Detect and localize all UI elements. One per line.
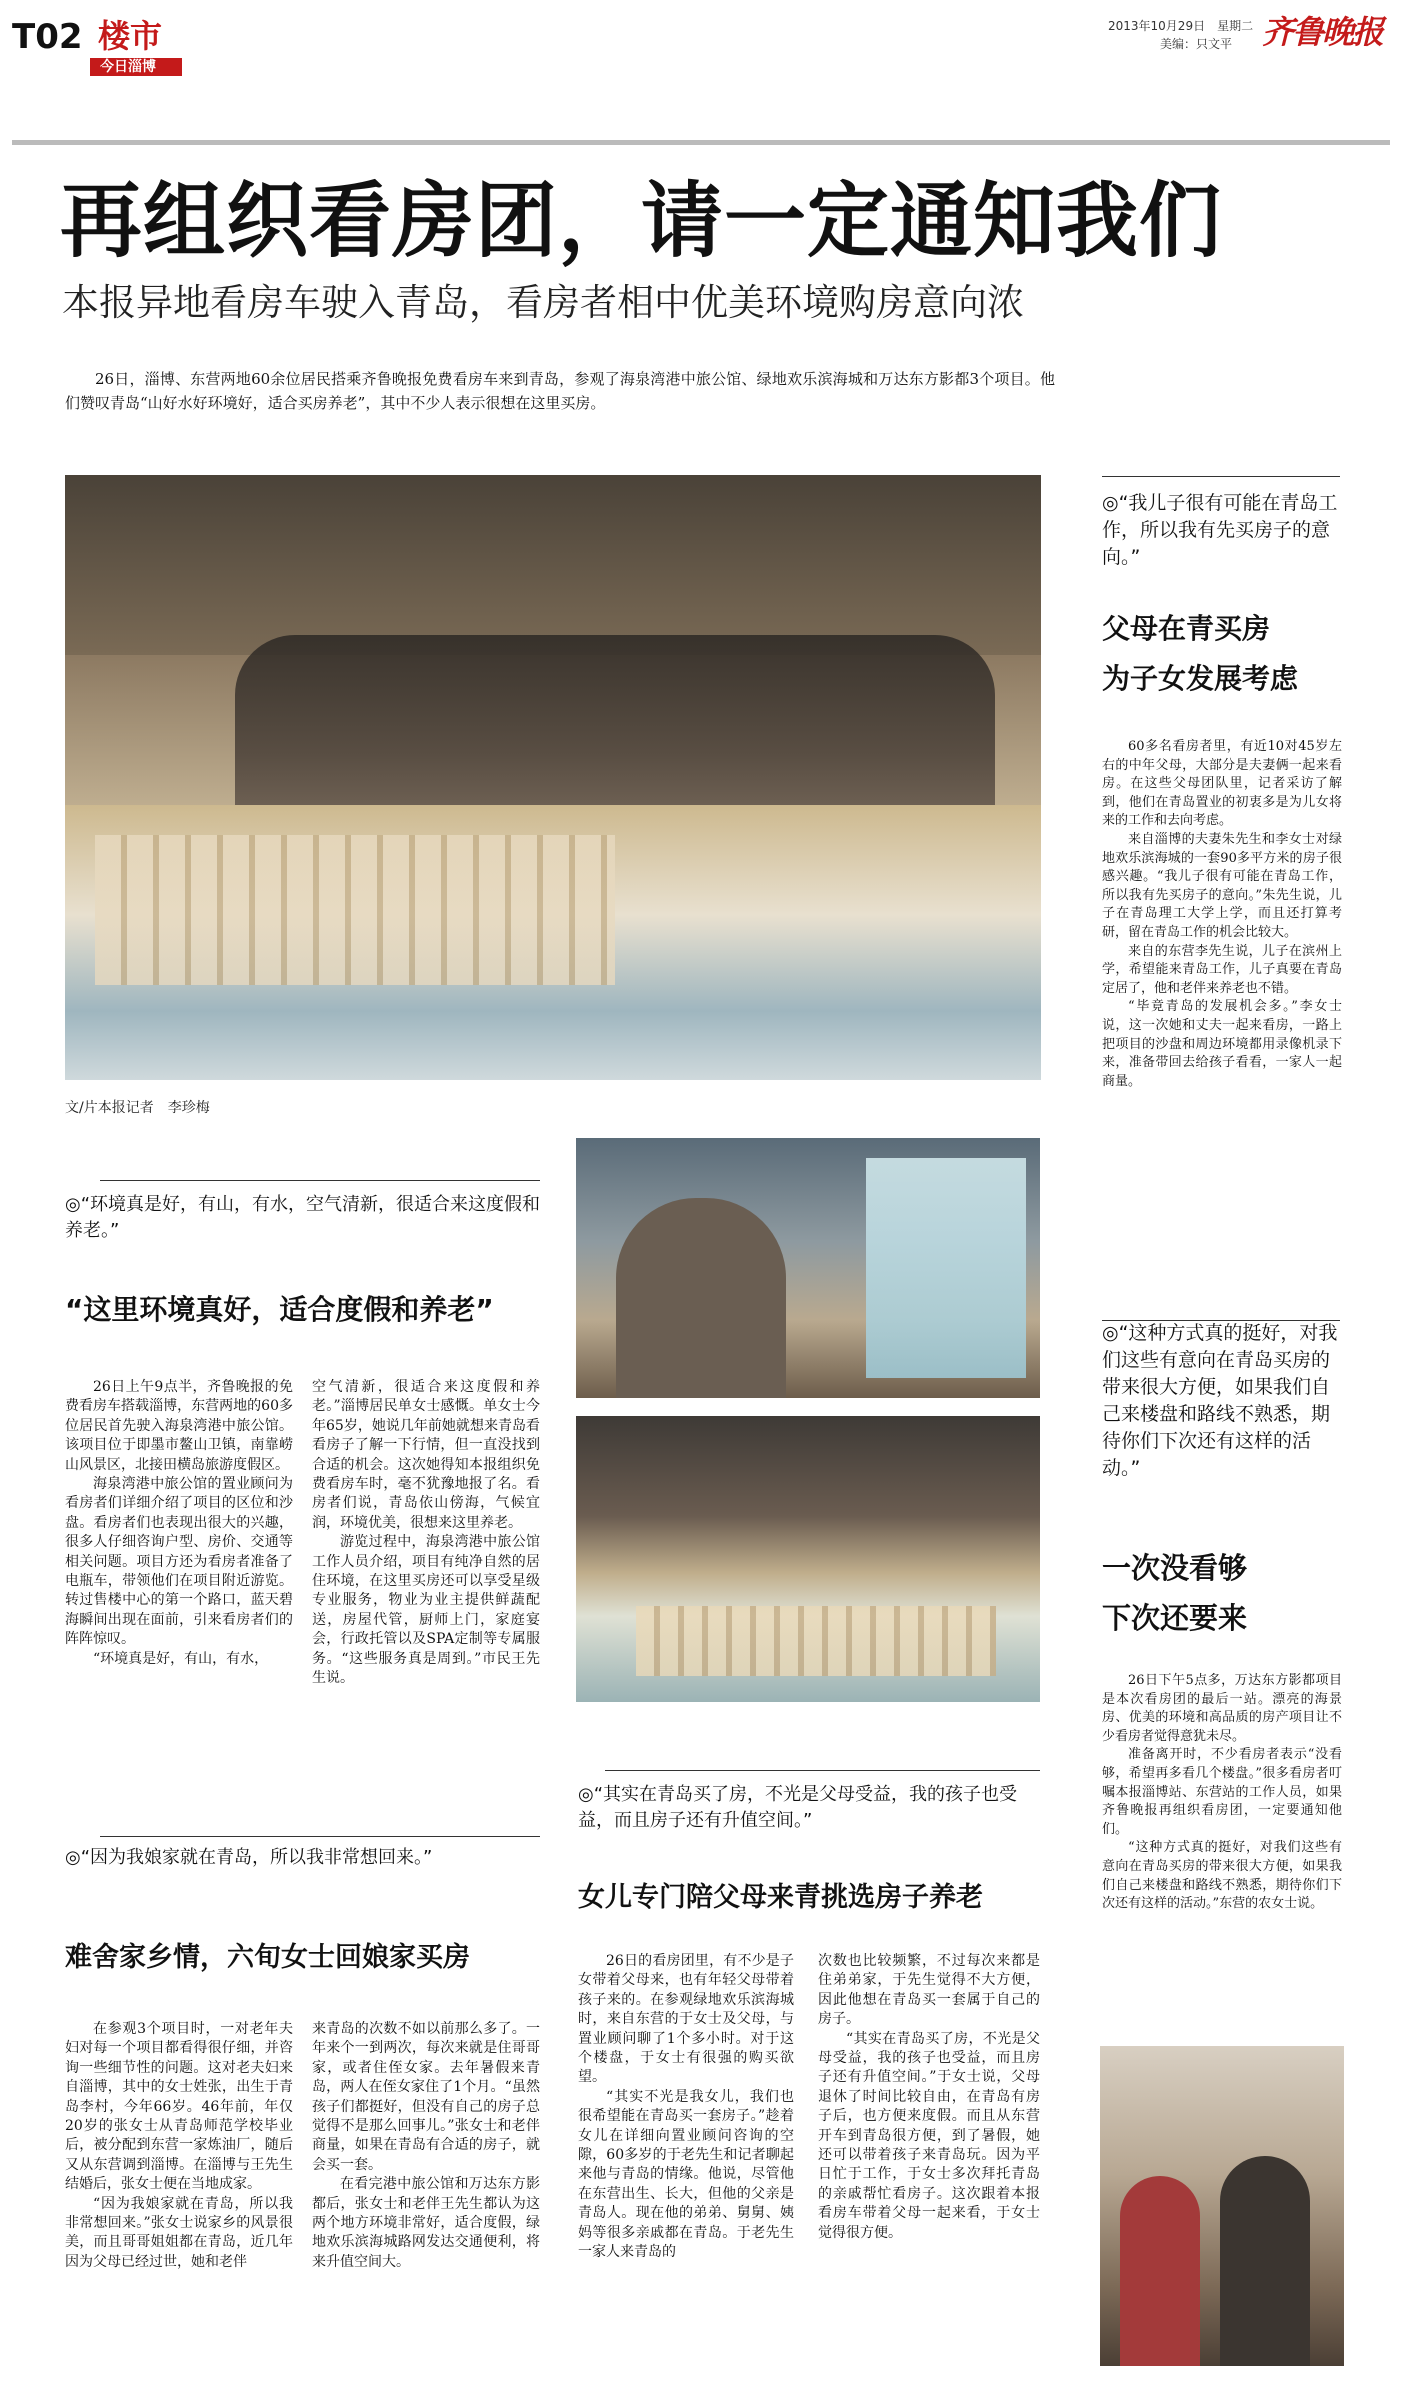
pull-quote-4: ◎“我儿子很有可能在青岛工作，所以我有先买房子的意向。”	[1102, 492, 1338, 568]
photo-consultation	[576, 1138, 1040, 1398]
article-2-col-1: 在参观3个项目时，一对老年夫妇对每一个项目都看得很仔细，并咨询一些细节性的问题。这对老夫妇来自淄博，其中的女士姓张，出生于青岛李村，今年66岁。46年前，年仅20岁的张女士从青岛师范学校毕业后，被分配到东营一家炼油厂，随后又从东营调到淄博。在淄博与王先生结婚后，张女士便在当地成家。 “因为我娘家就在青岛，所以我非常想回来。”张女士说家乡的风景很美，而且哥哥姐姐都在青岛，近几年因为父母已经过世，她和老伴	[65, 2021, 293, 2270]
divider	[605, 1770, 1040, 1771]
section-heading-4a: 父母在青买房	[1102, 612, 1271, 645]
pull-quote-5: ◎“这种方式真的挺好，对我们这些有意向在青岛买房的带来很大方便，如果我们自己来楼盘和路线不熟悉，期待你们下次还有这样的活动。”	[1102, 1322, 1338, 1479]
section-heading-5a: 一次没看够	[1102, 1551, 1248, 1585]
photo-man	[1220, 2156, 1310, 2366]
pull-quote-2: ◎“因为我娘家就在青岛，所以我非常想回来。”	[65, 1847, 433, 1868]
article-5: 26日下午5点多，万达东方影都项目是本次看房团的最后一站。漂亮的海景房、优美的环境和高品质的房产项目让不少看房者觉得意犹未尽。 准备离开时，不少看房者表示“没看够，希望再多看几个楼盘。”很多看房者叮嘱本报淄博站、东营站的工作人员，如果齐鲁晚报再组织看房团，一定要通知他们。 “这种方式真的挺好，对我们这些有意向在青岛买房的带来很大方便，如果我们自己来楼盘和路线不熟悉，期待你们下次还有这样的活动。”东营的农女士说。	[1102, 1673, 1342, 1912]
article-3-col-2: 次数也比较频繁，不过每次来都是住弟弟家，于先生觉得不大方便，因此他想在青岛买一套属于自己的房子。 “其实在青岛买了房，不光是父母受益，我的孩子也受益，而且房子还有升值空间。”于女士说，父母退休了时间比较自由，在青岛有房子后，也方便来度假。而且从东营开车到青岛很方便，到了暑假，她还可以带着孩子来青岛玩。因为平日忙于工作，于女士多次拜托青岛的亲戚帮忙看房子。这次跟着本报看房车带着父母一起来看，于女士觉得很方便。	[818, 1953, 1040, 2241]
photo-board	[866, 1158, 1026, 1378]
photo-buildings	[95, 835, 615, 985]
page-title: 再组织看房团，请一定通知我们	[60, 174, 1223, 269]
byline: 文/片本报记者 李珍梅	[65, 1100, 210, 1116]
date-line: 2013年10月29日 星期二	[1108, 19, 1254, 33]
pull-quote-1: ◎“环境真是好，有山，有水，空气清新，很适合来这度假和养老。”	[65, 1194, 541, 1241]
article-4: 60多名看房者里，有近10对45岁左右的中年父母，大部分是夫妻俩一起来看房。在这些父母团队里，记者采访了解到，他们在青岛置业的初衷多是为儿女将来的工作和去向考虑。 来自淄博的夫妻朱先生和李女士对绿地欢乐滨海城的一套90多平方米的房子很感兴趣。“我儿子很有可能在青岛工作，所以我有先买房子的意向。”朱先生说，儿子在青岛理工大学上学，而且还打算考研，留在青岛工作的机会比较大。 来自的东营李先生说，儿子在滨州上学，希望能来青岛工作，儿子真要在青岛定居了，他和老伴来养老也不错。 “毕竟青岛的发展机会多。”李女士说，这一次她和丈夫一起来看房，一路上把项目的沙盘和周边环境都用录像机录下来，准备带回去给孩子看看，一家人一起商量。	[1102, 739, 1342, 1089]
section-heading-5b: 下次还要来	[1102, 1601, 1248, 1635]
article-1-col-2: 空气清新，很适合来这度假和养老。”淄博居民单女士感慨。单女士今年65岁，她说几年前她就想来青岛看看房子了解一下行情，但一直没找到合适的机会。这次她得知本报组织免费看房车时，毫不犹豫地报了名。看房者们说，青岛依山傍海，气候宜润，环境优美，很想来这里养老。 游览过程中，海泉湾港中旅公馆工作人员介绍，项目有纯净自然的居住环境，在这里买房还可以享受星级专业服务，物业为业主提供鲜蔬配送，房屋代管，厨师上门，家庭宴会，行政托管以及SPA定制等专属服务。“这些服务真是周到。”市民王先生说。	[312, 1379, 540, 1687]
pull-quote-3: ◎“其实在青岛买了房，不光是父母受益，我的孩子也受益，而且房子还有升值空间。”	[578, 1784, 1018, 1831]
header-rule	[12, 140, 1390, 145]
editor-line: 美编：只文平	[1160, 37, 1233, 51]
photo-sandtable	[576, 1416, 1040, 1702]
photo-exhibition	[1100, 2046, 1344, 2366]
paper-logo: 齐鲁晚报	[1262, 13, 1383, 51]
photo-woman	[1120, 2176, 1200, 2366]
section-heading-2: 难舍家乡情，六旬女士回娘家买房	[65, 1942, 470, 1973]
subsection-name: 今日淄博	[100, 59, 156, 75]
main-photo	[65, 475, 1041, 1080]
section-heading-3: 女儿专门陪父母来青挑选房子养老	[578, 1882, 983, 1913]
section-heading-4b: 为子女发展考虑	[1102, 662, 1299, 695]
divider	[100, 1836, 540, 1837]
article-1-col-1: 26日上午9点半，齐鲁晚报的免费看房车搭载淄博，东营两地的60多位居民首先驶入海泉湾港中旅公馆。该项目位于即墨市鳌山卫镇，南靠崂山风景区，北接田横岛旅游度假区。 海泉湾港中旅公馆的置业顾问为看房者们详细介绍了项目的区位和沙盘。看房者们也表现出很大的兴趣，很多人仔细咨询户型、房价、交通等相关问题。项目方还为看房者准备了电瓶车，带领他们在项目附近游览。转过售楼中心的第一个路口，蓝天碧海瞬间出现在面前，引来看房者们的阵阵惊叹。 “环境真是好，有山，有水，	[65, 1379, 293, 1667]
section-name: 楼市	[98, 17, 163, 55]
page-subtitle: 本报异地看房车驶入青岛，看房者相中优美环境购房意向浓	[62, 281, 1024, 324]
photo-model-2	[636, 1606, 996, 1676]
lead-paragraph: 26日，淄博、东营两地60余位居民搭乘齐鲁晚报免费看房车来到青岛，参观了海泉湾港中旅公馆、绿地欢乐滨海城和万达东方影都3个项目。他们赞叹青岛“山好水好环境好，适合买房养老”，其中不少人表示很想在这里买房。	[65, 370, 1055, 412]
article-3-col-1: 26日的看房团里，有不少是子女带着父母来，也有年轻父母带着孩子来的。在参观绿地欢乐滨海城时，来自东营的于女士及父母，与置业顾问聊了1个多小时。对于这个楼盘，于女士有很强的购买欲望。 “其实不光是我女儿，我们也很希望能在青岛买一套房子。”趁着女儿在详细向置业顾问咨询的空隙，60多岁的于老先生和记者聊起来他与青岛的情缘。他说，尽管他在东营出生、长大，但他的父亲是青岛人。现在他的弟弟、舅舅、姨妈等很多亲戚都在青岛。于老先生一家人来青岛的	[578, 1953, 794, 2261]
photo-ceiling	[65, 475, 1041, 655]
section-heading-1: “这里环境真好，适合度假和养老”	[65, 1293, 494, 1326]
page-number: T02	[12, 17, 83, 57]
photo-person	[616, 1198, 786, 1398]
article-2-col-2: 来青岛的次数不如以前那么多了。一年来个一到两次，每次来就是住哥哥家，或者住侄女家。去年暑假来青岛，两人在侄女家住了1个月。“虽然孩子们都挺好，但没有自己的房子总觉得不是那么回事儿。”张女士和老伴商量，如果在青岛有合适的房子，就会买一套。 在看完港中旅公馆和万达东方影都后，张女士和老伴王先生都认为这两个地方环境非常好，适合度假，绿地欢乐滨海城路网发达交通便利，将来升值空间大。	[312, 2021, 540, 2270]
divider	[1102, 476, 1340, 477]
divider	[100, 1180, 540, 1181]
